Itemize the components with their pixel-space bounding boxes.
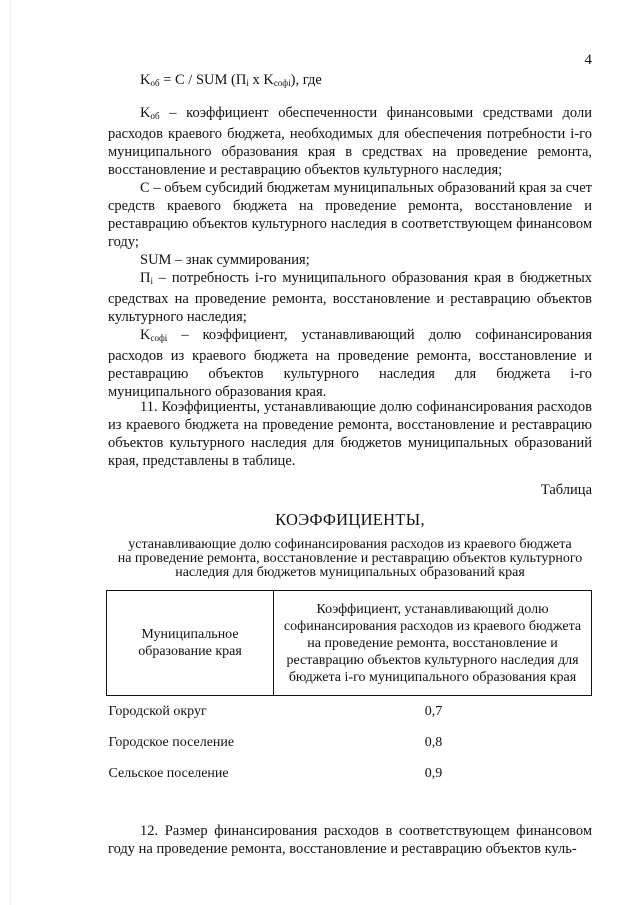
table-subtitle-line-2: на проведение ремонта, восстановление и реставрацию объектов культурного <box>117 551 583 566</box>
definition-kob: $K_{об}$ – коэффициент обеспеченности финансовыми средствами доли расходов краевого бюджета, необходимых для обеспечения потребности i-го муниципального образования края в средствах на проведение ремонта, восстановление и реставрацию объектов культурного наследия; <box>108 105 592 178</box>
table-subtitle-line-1: устанавливающие долю софинансирования расходов из краевого бюджета <box>128 537 572 552</box>
row-name: Сельское поселение <box>108 765 229 781</box>
table-header-row <box>107 591 592 696</box>
table-title: КОЭФФИЦИЕНТЫ, <box>275 510 425 529</box>
row-value: 0,9 <box>424 765 443 781</box>
definition-c: С – объем субсидий бюджетам муниципальных образований края за счет средств краевого бюджета на проведение ремонта, восстановление и реставрацию объектов культурного наследия в соответствующем финансовом году; <box>108 180 592 250</box>
table-subtitle-line-3: наследия для бюджетов муниципальных образований края <box>175 565 525 580</box>
table-row <box>107 696 592 728</box>
definition-pi: $П_i$ – потребность i-го муниципального образования края в бюджетных средствах на проведение ремонта, восстановление и реставрацию объектов культурного наследия; <box>108 270 592 325</box>
page-margin-line <box>10 0 11 905</box>
header-municipality: Муниципальное образование края <box>107 591 274 696</box>
formula: $K_{об} = C$ / SUM ($П_i$ x $K_{софi}$), где <box>140 72 322 88</box>
table-label: Таблица <box>540 482 592 498</box>
table-row <box>107 758 592 789</box>
row-value: 0,7 <box>424 703 443 719</box>
table-row <box>107 727 592 758</box>
page-number: 4 <box>584 52 592 68</box>
row-name: Городской округ <box>108 703 207 719</box>
definitions-block <box>108 104 592 401</box>
clause-11: 11. Коэффициенты, устанавливающие долю софинансирования расходов из краевого бюджета на проведение ремонта, восстановление и реставрацию объектов культурного наследия для бюджетов муниципальных образований края, представлены в таблице. <box>108 399 592 469</box>
definition-sum: SUM – знак суммирования; <box>140 252 310 268</box>
definition-ksof: $K_{софi}$ – коэффициент, устанавливающий долю софинансирования расходов из краевого бюджета на проведение ремонта, восстановление и реставрацию объектов культурного наследия для бюджета i-го муниципального образования края. <box>108 327 592 400</box>
row-value: 0,8 <box>424 734 443 750</box>
coefficients-table <box>106 590 592 789</box>
header-coefficient: Коэффициент, устанавливающий долю софинансирования расходов из краевого бюджета на проведение ремонта, восстановление и реставрацию объектов культурного наследия для бюджета i-го муниципального образования края <box>274 591 592 696</box>
clause-12: 12. Размер финансирования расходов в соответствующем финансовом году на проведение ремонта, восстановление и реставрацию объектов куль- <box>108 823 592 857</box>
row-name: Городское поселение <box>108 734 235 750</box>
